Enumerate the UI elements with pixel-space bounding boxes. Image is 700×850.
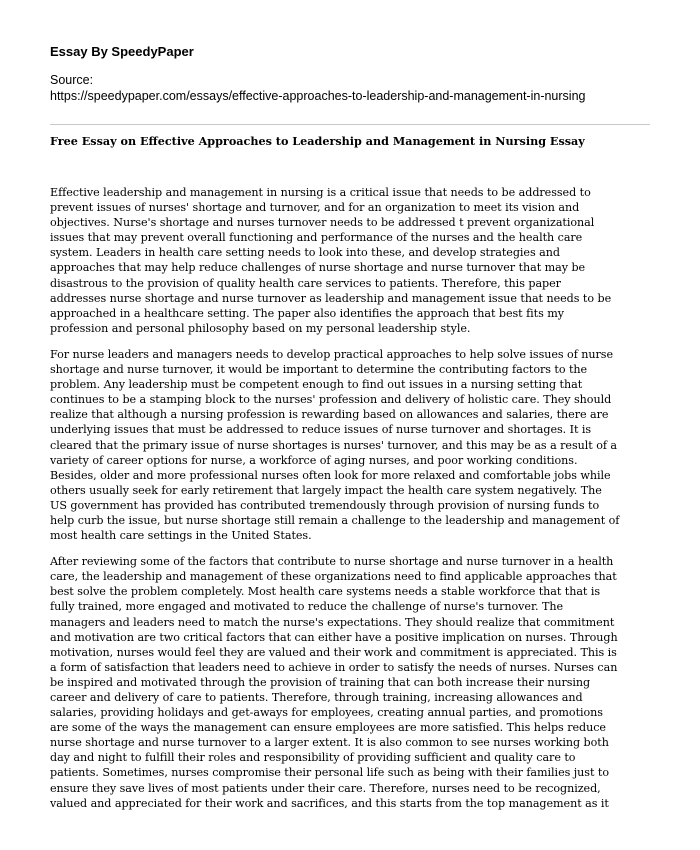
essay-title: Free Essay on Effective Approaches to Leadership and Management in Nursing Essay: [50, 134, 585, 148]
paragraph-line: For nurse leaders and managers needs to develop practical approaches to help solve issues of nurse: [50, 347, 614, 361]
paragraph-line: variety of career options for nurse, a workforce of aging nurses, and poor working conditions.: [50, 453, 578, 467]
source-label: Source:: [50, 73, 94, 87]
document-header-title: Essay By SpeedyPaper: [50, 44, 194, 59]
paragraph-line: shortage and nurse turnover, it would be important to determine the contributing factors to the: [50, 363, 588, 377]
paragraph-line: be inspired and motivated through the provision of training that can both increase their nursing: [50, 675, 591, 689]
paragraph-line: others usually seek for early retirement that largely impact the health care system negatively. The: [50, 483, 602, 497]
paragraph-line: best solve the problem completely. Most health care systems needs a stable workforce that that is: [50, 585, 601, 599]
paragraph-line: help curb the issue, but nurse shortage still remain a challenge to the leadership and management of: [50, 513, 620, 527]
paragraph-line: issues that may prevent overall functioning and performance of the nurses and the health care: [50, 231, 583, 245]
paragraph-line: disastrous to the provision of quality health care services to patients. Therefore, this paper: [50, 276, 561, 290]
paragraph-line: ensure they save lives of most patients under their care. Therefore, nurses need to be recognized,: [50, 781, 601, 795]
paragraph-line: After reviewing some of the factors that contribute to nurse shortage and nurse turnover in a health: [50, 555, 614, 569]
paragraph-line: care, the leadership and management of these organizations need to find applicable approaches that: [50, 570, 617, 584]
paragraph-line: valued and appreciated for their work and sacrifices, and this starts from the top management as it: [50, 796, 609, 810]
paragraph-line: and motivation are two critical factors that can either have a positive implication on nurses. Through: [50, 630, 618, 644]
paragraph-line: nurse shortage and nurse turnover to a larger extent. It is also common to see nurses working both: [50, 736, 609, 750]
source-url: https://speedypaper.com/essays/effective-approaches-to-leadership-and-management-in-nursing: [50, 89, 586, 103]
essay-body: [50, 185, 653, 822]
paragraph-line: US government has provided has contributed tremendously through provision of nursing funds to: [50, 498, 600, 512]
paragraph-line: managers and leaders need to match the nurse's expectations. They should realize that commitment: [50, 615, 615, 629]
paragraph-line: objectives. Nurse's shortage and nurses turnover needs to be addressed t prevent organizational: [50, 216, 595, 230]
paragraph-line: addresses nurse shortage and nurse turnover as leadership and management issue that needs to be: [50, 291, 612, 305]
paragraph-line: Effective leadership and management in nursing is a critical issue that needs to be addressed to: [50, 186, 591, 199]
paragraph-line: profession and personal philosophy based on my personal leadership style.: [50, 321, 471, 335]
header-divider: [50, 124, 650, 125]
paragraph-line: approached in a healthcare setting. The paper also identifies the approach that best fits my: [50, 306, 564, 320]
essay-paragraph: [50, 185, 653, 336]
paragraph-line: problem. Any leadership must be competent enough to find out issues in a nursing setting that: [50, 378, 583, 392]
paragraph-line: most health care settings in the United States.: [50, 529, 312, 543]
paragraph-line: Besides, older and more professional nurses often look for more relaxed and comfortable jobs while: [50, 468, 611, 482]
source-block: [50, 72, 585, 104]
essay-paragraph: [50, 554, 653, 811]
paragraph-line: underlying issues that must be addressed to reduce issues of nurse turnover and shortages. It is: [50, 423, 592, 437]
paragraph-line: day and night to fulfill their roles and responsibility of providing sufficient and quality care to: [50, 751, 576, 765]
paragraph-line: approaches that may help reduce challenges of nurse shortage and nurse turnover that may be: [50, 261, 586, 275]
paragraph-line: cleared that the primary issue of nurse shortages is nurses' turnover, and this may be as a result of a: [50, 438, 618, 452]
paragraph-line: fully trained, more engaged and motivated to reduce the challenge of nurse's turnover. The: [50, 600, 564, 614]
paragraph-line: a form of satisfaction that leaders need to achieve in order to satisfy the needs of nurses. Nurses can: [50, 660, 618, 674]
paragraph-line: motivation, nurses would feel they are valued and their work and commitment is appreciated. This is: [50, 645, 617, 659]
paragraph-line: are some of the ways the management can ensure employees are more satisfied. This helps reduce: [50, 721, 606, 735]
paragraph-line: prevent issues of nurses' shortage and turnover, and for an organization to meet its vision and: [50, 201, 580, 215]
essay-paragraph: [50, 347, 653, 543]
paragraph-line: continues to be a stamping block to the nurses' profession and delivery of holistic care. They should: [50, 393, 612, 407]
paragraph-line: salaries, providing holidays and get-aways for employees, creating annual parties, and promotions: [50, 706, 603, 720]
paragraph-line: realize that although a nursing profession is rewarding based on allowances and salaries, there are: [50, 408, 609, 422]
paragraph-line: system. Leaders in health care setting needs to look into these, and develop strategies and: [50, 246, 560, 260]
paragraph-line: career and delivery of care to patients. Therefore, through training, increasing allowances and: [50, 691, 583, 704]
paragraph-line: patients. Sometimes, nurses compromise their personal life such as being with their families just to: [50, 766, 609, 780]
